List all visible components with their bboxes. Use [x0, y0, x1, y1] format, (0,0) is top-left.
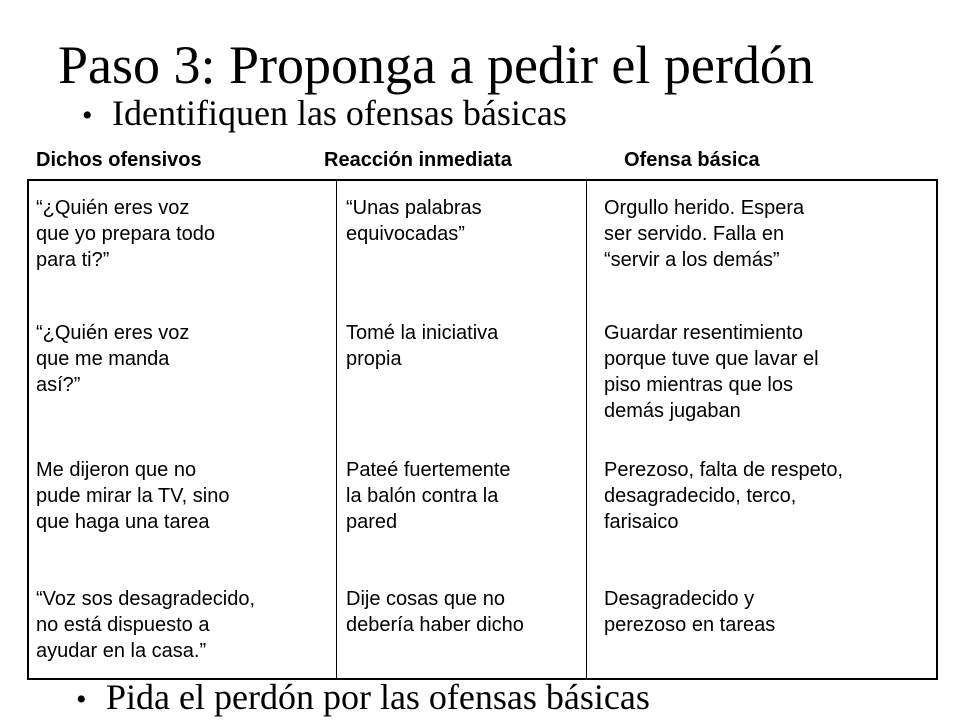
column-header-immediate-reaction: Reacción inmediata	[324, 149, 512, 171]
table-cell-saying: “Voz sos desagradecido, no está dispuesto a ayudar en la casa.”	[36, 588, 256, 662]
column-header-basic-offense: Ofensa básica	[624, 149, 760, 171]
table-cell-reaction: Tomé la iniciativa propia	[346, 322, 499, 370]
table-cell-saying: “¿Quién eres voz que yo prepara todo para ti?”	[36, 197, 216, 271]
bullet-marker: •	[82, 99, 93, 132]
table-cell-reaction: “Unas palabras equivocadas”	[346, 197, 482, 245]
column-header-offensive-sayings: Dichos ofensivos	[36, 149, 202, 171]
bullet-identify-offenses	[82, 88, 567, 141]
slide-title: Paso 3: Proponga a pedir el perdón	[58, 35, 814, 95]
table-cell-reaction: Dije cosas que no debería haber dicho	[346, 588, 524, 636]
table-cell-offense: Perezoso, falta de respeto, desagradecido, terco, farisaico	[604, 459, 844, 533]
bullet-text: Pida el perdón por las ofensas básicas	[106, 677, 650, 717]
column-divider	[586, 181, 587, 678]
table-column-headers	[0, 146, 960, 174]
table-cell-saying: Me dijeron que no pude mirar la TV, sino que haga una tarea	[36, 459, 230, 533]
table-cell-reaction: Pateé fuertemente la balón contra la pared	[346, 459, 511, 533]
bullet-marker: •	[76, 683, 87, 716]
table-cell-offense: Guardar resentimiento porque tuve que lavar el piso mientras que los demás jugaban	[604, 322, 819, 422]
bullet-text: Identifiquen las ofensas básicas	[112, 93, 567, 133]
offense-table	[27, 179, 938, 680]
table-cell-saying: “¿Quién eres voz que me manda así?”	[36, 322, 190, 396]
table-cell-offense: Desagradecido y perezoso en tareas	[604, 588, 776, 636]
column-divider	[336, 181, 337, 678]
table-cell-offense: Orgullo herido. Espera ser servido. Falla en “servir a los demás”	[604, 197, 805, 271]
bullet-ask-forgiveness	[76, 672, 650, 725]
